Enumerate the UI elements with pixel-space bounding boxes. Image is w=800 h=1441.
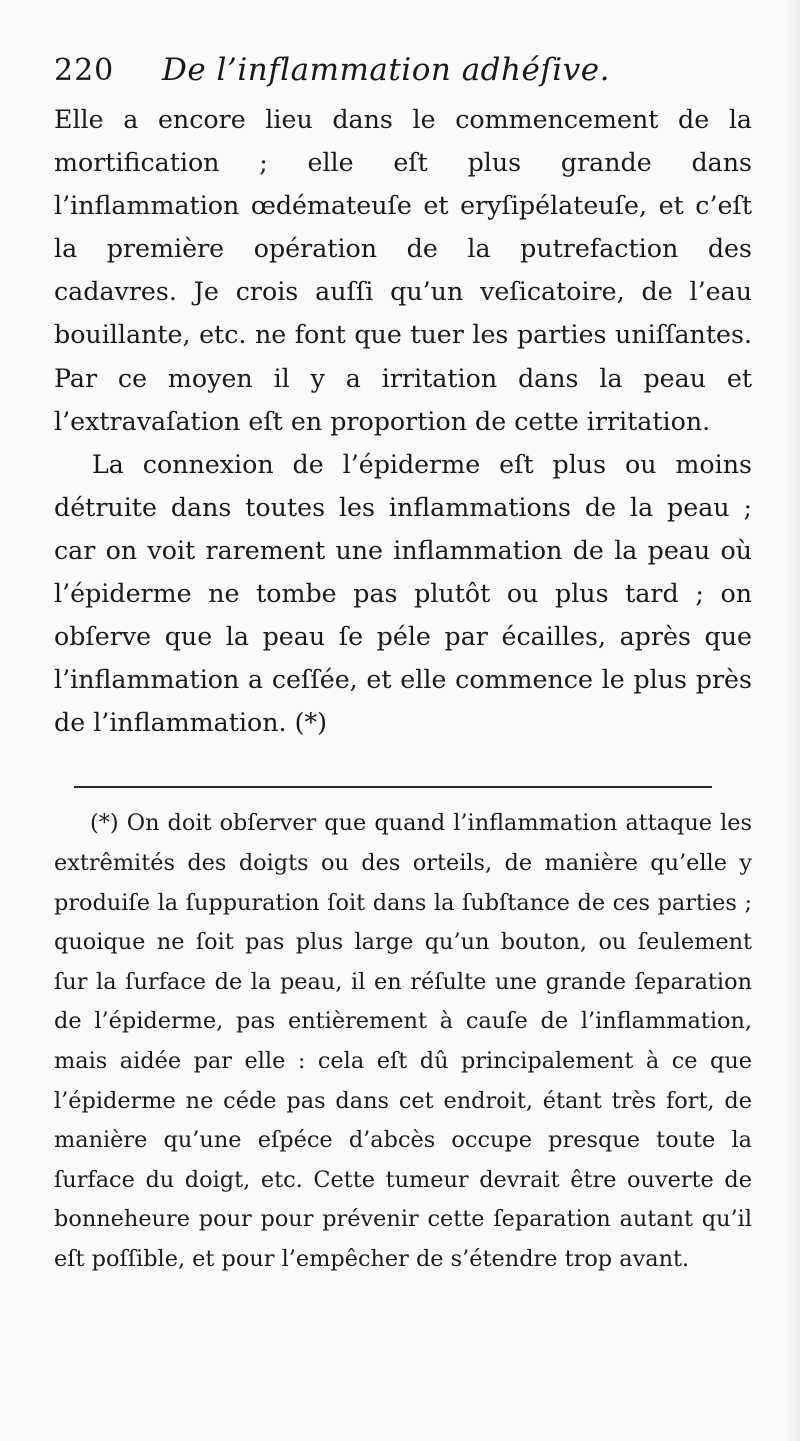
footnote-rule — [74, 786, 712, 788]
body-text — [54, 98, 752, 744]
paragraph: Elle a encore lieu dans le commencement de la mortification ; elle eſt plus grande dans l’inflammation œdémateuſe et eryſipélateuſe, et c’eſt la première opération de la putrefaction des cadavres. Je crois auſſi qu’un veſicatoire, de l’eau bouillante, etc. ne font que tuer les parties uniſſantes. Par ce moyen il y a irritation dans la peau et l’extravaſation eſt en proportion de cette irritation. — [54, 105, 752, 436]
page-edge — [786, 0, 800, 1441]
footnote-text: (*) On doit obſerver que quand l’inflammation attaque les extrêmités des doigts ou des orteils, de manière qu’elle y produiſe la ſuppuration ſoit dans la ſubſtance de ces parties ; quoique ne ſoit pas plus large qu’un bouton, ou ſeulement ſur la ſurface de la peau, il en réſulte une grande ſeparation de l’épiderme, pas entièrement à cauſe de l’inflammation, mais aidée par elle : cela eſt dû principalement à ce que l’épiderme ne céde pas dans cet endroit, étant très fort, de manière qu’une eſpéce d’abcès occupe presque toute la ſurface du doigt, etc. Cette tumeur devrait être ouverte de bonneheure pour pour prévenir cette ſeparation autant qu’il eſt poſſible, et pour l’empêcher de s’étendre trop avant. — [54, 810, 752, 1272]
footnote — [54, 804, 752, 1279]
page-number: 220 — [54, 53, 115, 88]
running-head — [54, 42, 752, 98]
running-title: De l’inflammation adhéſive. — [162, 52, 610, 88]
paragraph: La connexion de l’épiderme eſt plus ou moins détruite dans toutes les inflammations de la peau ; car on voit rarement une inflammation de la peau où l’épiderme ne tombe pas plutôt ou plus tard ; on obſerve que la peau ſe péle par écailles, après que l’inflammation a ceſſée, et elle commence le plus près de l’inflammation. (*) — [54, 449, 752, 738]
